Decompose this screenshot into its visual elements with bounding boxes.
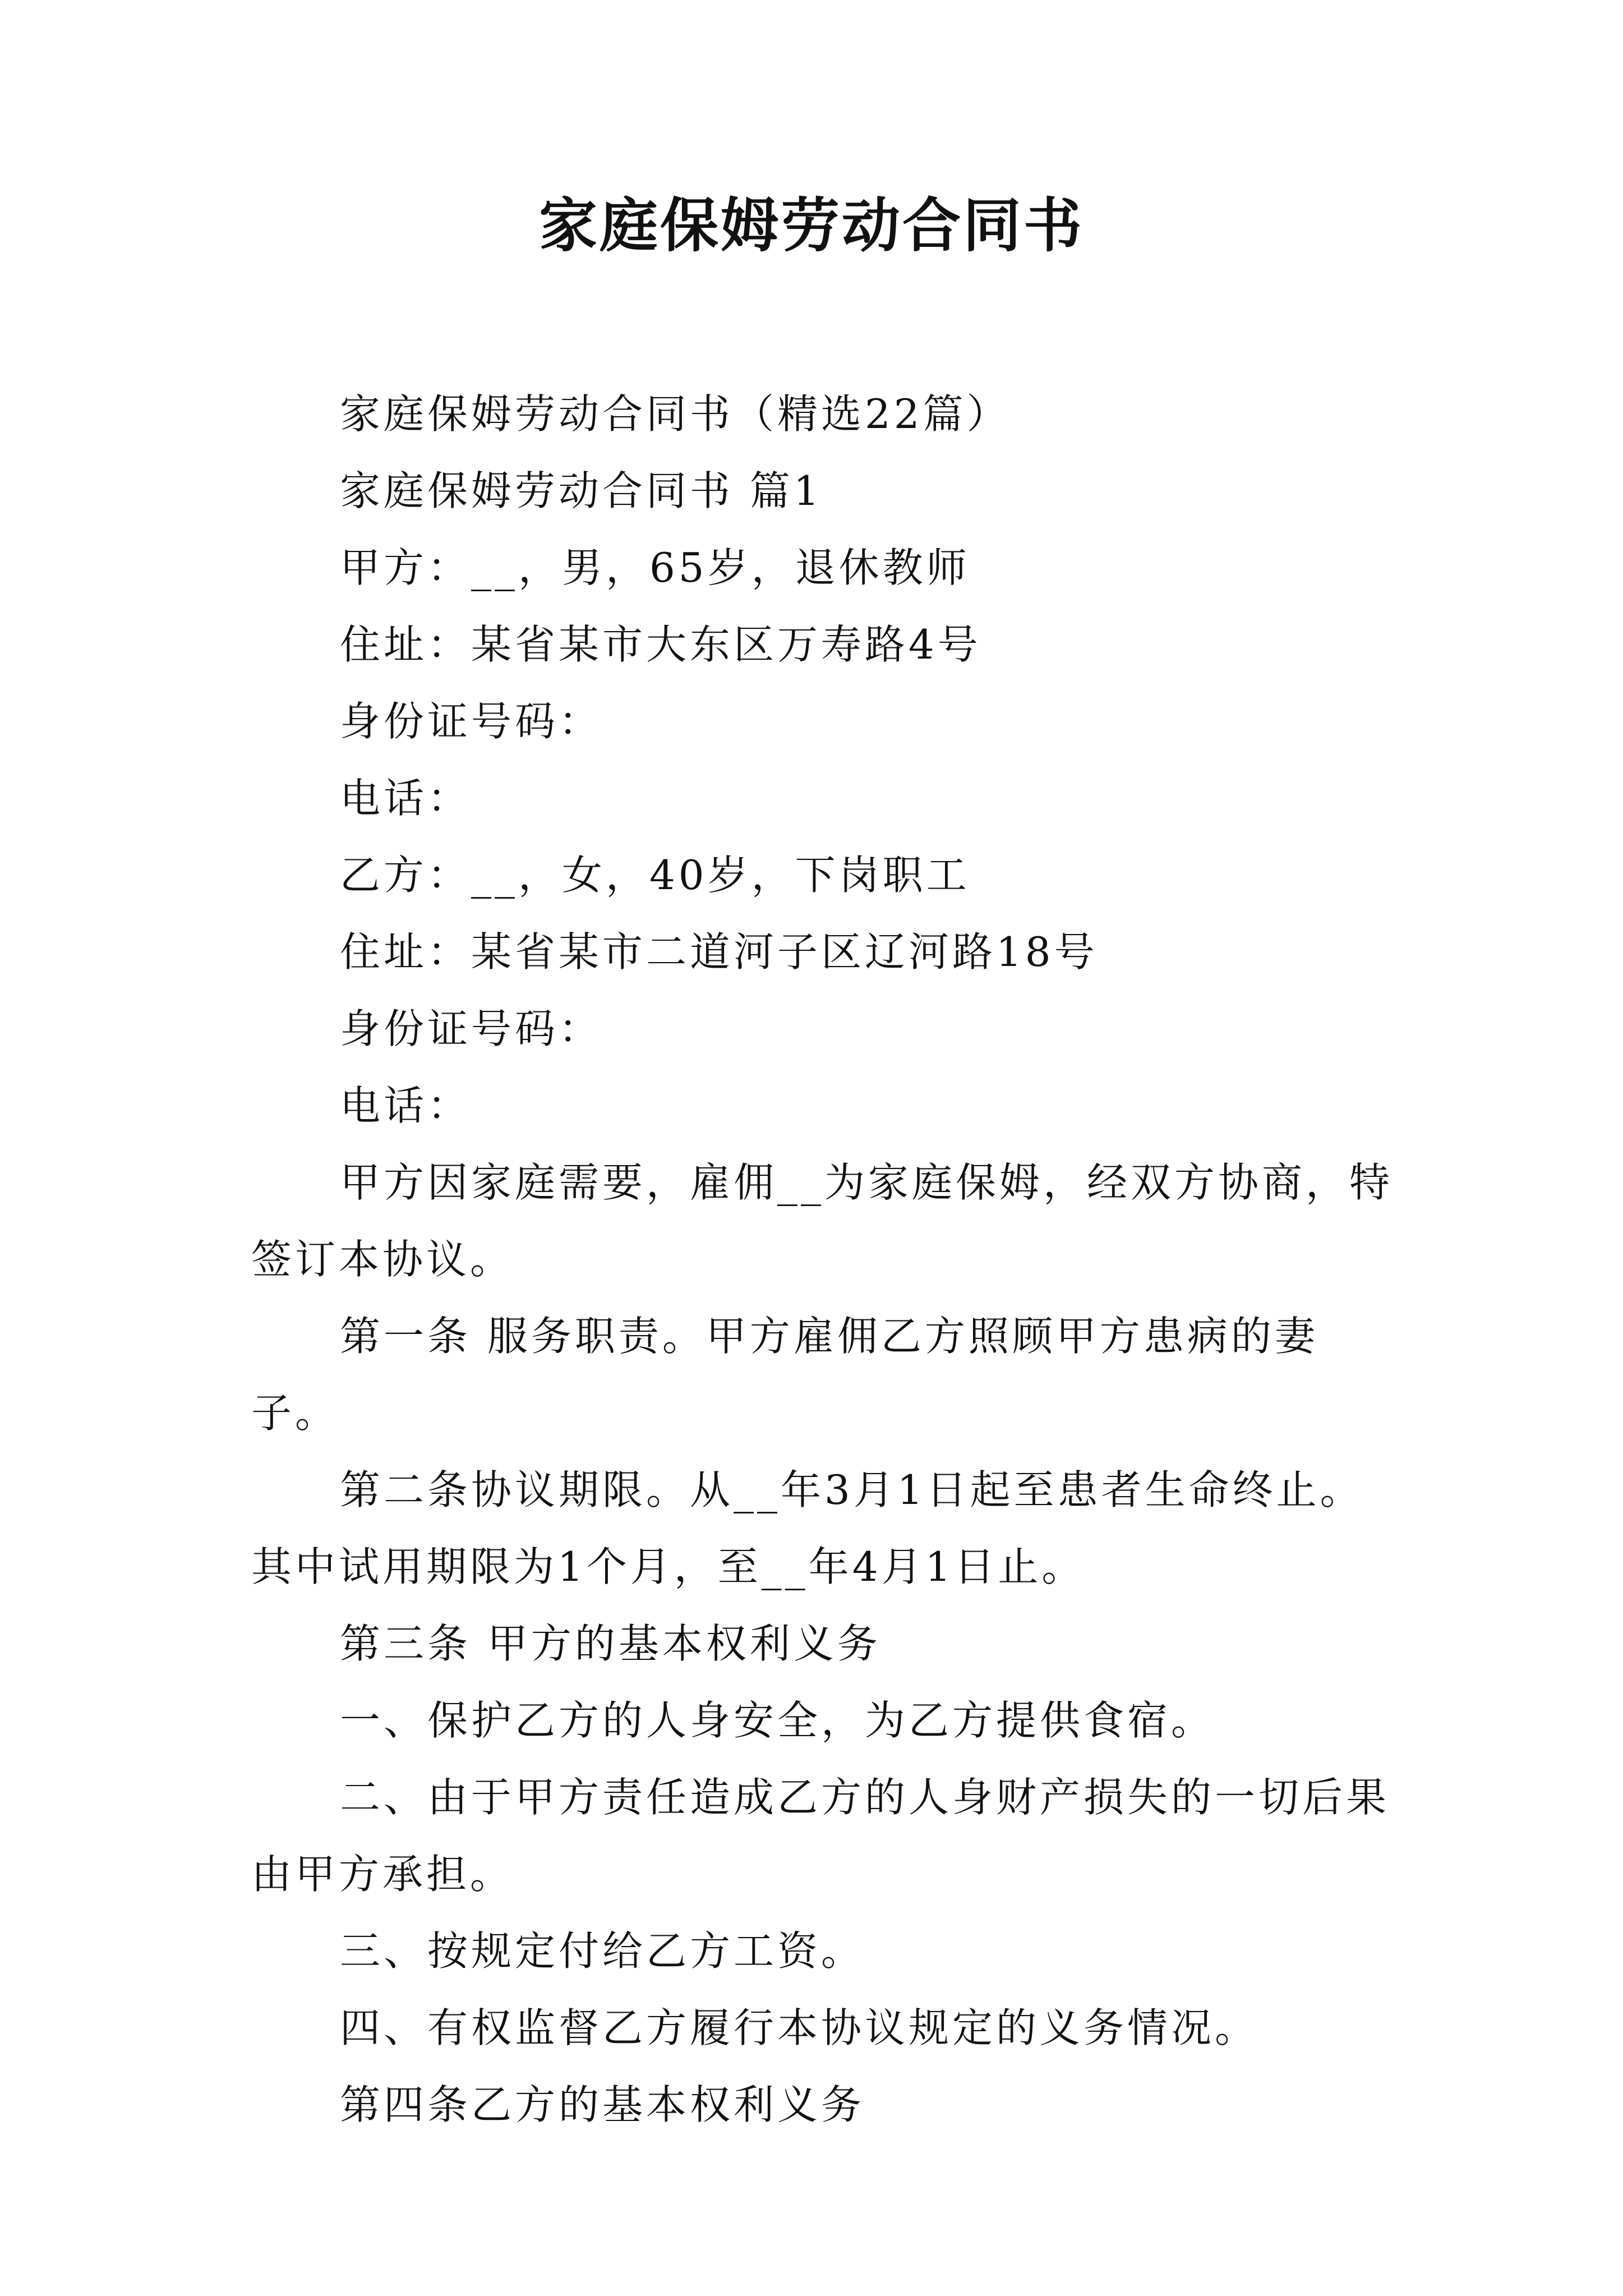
paragraph-section-heading: 家庭保姆劳动合同书 篇1 [340, 467, 823, 514]
paragraph-article-3-item-2: 二、由于甲方责任造成乙方的人身财产损失的一切后果由甲方承担。 [251, 1774, 1390, 1898]
paragraph-article-3-item-4: 四、有权监督乙方履行本协议规定的义务情况。 [340, 2004, 1259, 2051]
paragraph-party-b-id: 身份证号码： [340, 1005, 603, 1052]
paragraph-party-a-address: 住址：某省某市大东区万寿路4号 [340, 621, 981, 668]
paragraph-subtitle: 家庭保姆劳动合同书（精选22篇） [340, 390, 1011, 438]
paragraph-party-a-id: 身份证号码： [340, 698, 603, 745]
paragraph-preamble: 甲方因家庭需要，雇佣__为家庭保姆，经双方协商，特签订本协议。 [251, 1159, 1394, 1283]
paragraph-article-2: 第二条协议期限。从__年3月1日起至患者生命终止。其中试用期限为1个月，至__年4月1日止。 [251, 1466, 1364, 1590]
paragraph-party-b-phone: 电话： [340, 1082, 472, 1129]
paragraph-party-b-address: 住址：某省某市二道河子区辽河路18号 [340, 928, 1098, 976]
document-body [251, 376, 1395, 2143]
paragraph-article-4: 第四条乙方的基本权利义务 [340, 2081, 865, 2128]
document-title: 家庭保姆劳动合同书 [538, 191, 1084, 260]
paragraph-article-3: 第三条 甲方的基本权利义务 [340, 1620, 881, 1667]
paragraph-article-1: 第一条 服务职责。甲方雇佣乙方照顾甲方患病的妻子。 [251, 1313, 1318, 1437]
paragraph-party-b: 乙方：__，女，40岁，下岗职工 [340, 852, 970, 899]
paragraph-party-a-phone: 电话： [340, 775, 472, 822]
paragraph-party-a: 甲方：__，男，65岁，退休教师 [340, 544, 970, 591]
paragraph-article-3-item-1: 一、保护乙方的人身安全，为乙方提供食宿。 [340, 1697, 1215, 1744]
paragraph-article-3-item-3: 三、按规定付给乙方工资。 [340, 1927, 865, 1975]
